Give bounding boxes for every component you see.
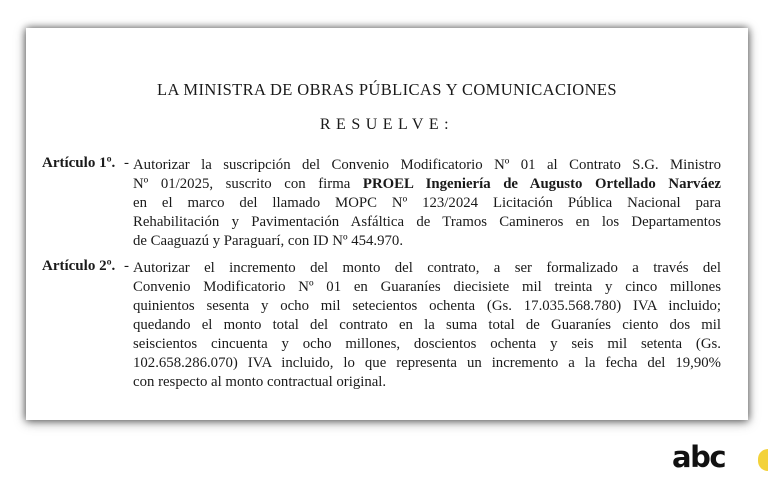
article-line: seiscientos cincuenta y ocho millones, doscientos ochenta y seis mil setenta (Gs. [133, 336, 721, 352]
article-2-label: Artículo 2º. [42, 258, 116, 274]
article-line: quedando el monto total del contrato en la suma total de Guaraníes ciento dos mil [133, 317, 721, 333]
abc-logo-text: abc [672, 440, 726, 474]
article-line: con respecto al monto contractual original. [133, 374, 387, 390]
contractor-name: PROEL Ingeniería de Augusto Ortellado Narváez [362, 176, 721, 192]
article-2-dash: - [124, 258, 129, 274]
document-heading: LA MINISTRA DE OBRAS PÚBLICAS Y COMUNICACIONES [157, 80, 617, 99]
article-1-dash: - [124, 155, 129, 171]
article-line: quinientos sesenta y ocho mil setecientos ochenta (Gs. 17.035.568.780) IVA incluido; [133, 298, 721, 314]
article-1-label: Artículo 1º. [42, 155, 116, 171]
article-2-body [133, 259, 721, 392]
article-line: Convenio Modificatorio Nº 01 en Guaraníes diecisiete mil treinta y cinco millones [133, 279, 721, 295]
article-line: en el marco del llamado MOPC Nº 123/2024 Licitación Pública Nacional para [133, 195, 721, 211]
logo-accent-shape [758, 449, 768, 471]
article-line: Autorizar la suscripción del Convenio Modificatorio Nº 01 al Contrato S.G. Ministro [133, 157, 721, 173]
abc-logo [672, 440, 750, 476]
article-line: Autorizar el incremento del monto del contrato, a ser formalizado a través del [133, 260, 721, 276]
article-line: Rehabilitación y Pavimentación Asfáltica de Tramos Camineros en los Departamentos [133, 214, 721, 230]
resolves-heading: RESUELVE: [319, 116, 455, 133]
article-line: de Caaguazú y Paraguarí, con ID Nº 454.970. [133, 233, 404, 249]
article-line: Nº 01/2025, suscrito con firma PROEL Ingeniería de Augusto Ortellado Narváez [133, 176, 721, 192]
article-line: 102.658.286.070) IVA incluido, lo que representa un incremento a la fecha del 19,90% [133, 355, 721, 371]
article-1-body [133, 156, 721, 251]
document-page [26, 28, 748, 420]
